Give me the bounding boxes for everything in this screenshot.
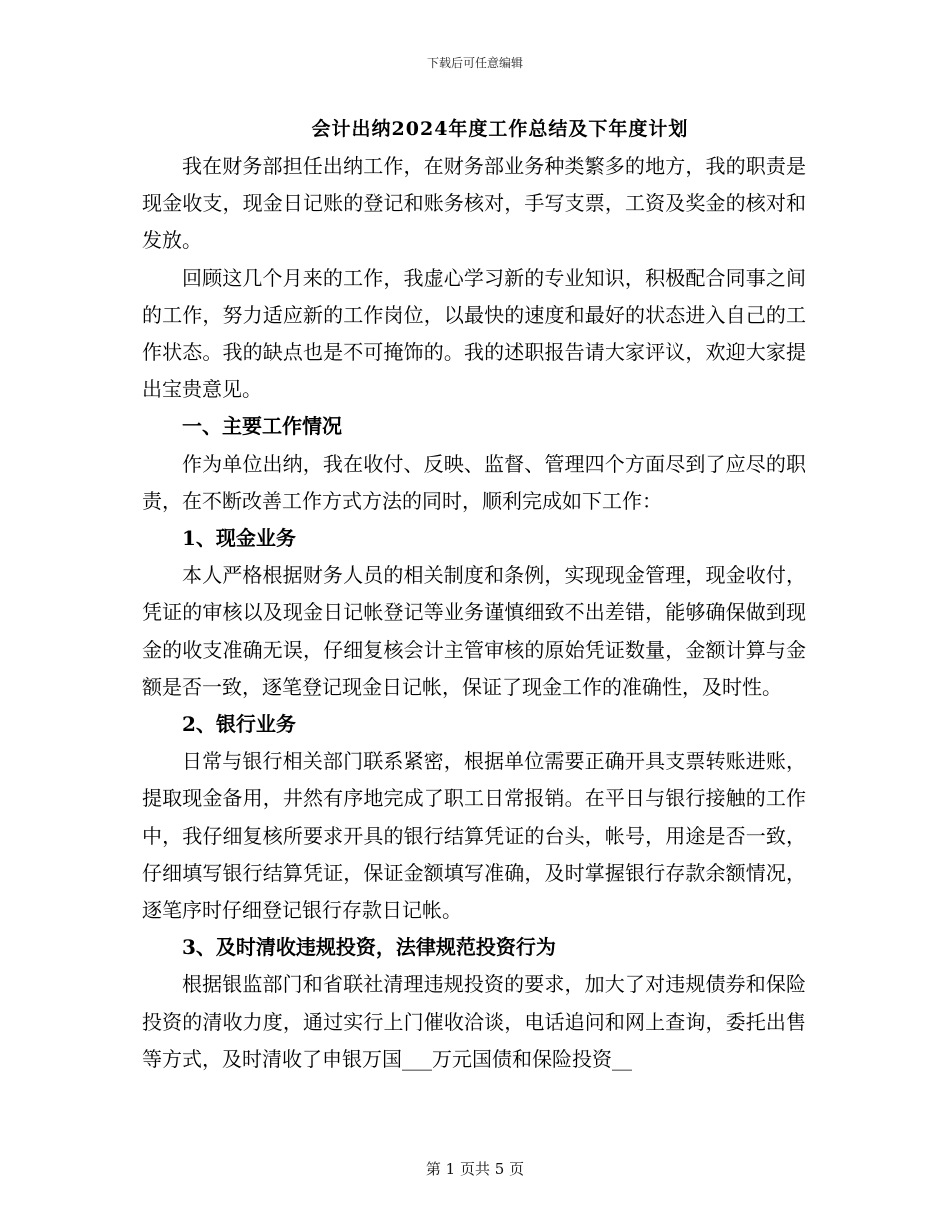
subheading-bank-business: 2、银行业务 xyxy=(182,712,296,737)
paragraph-review: 回顾这几个月来的工作，我虚心学习新的专业知识，积极配合同事之间的工作，努力适应新的工作岗位，以最快的速度和最好的状态进入自己的工作状态。我的缺点也是不可掩饰的。我的述职报告请大家评议，欢迎大家提出宝贵意见。 xyxy=(142,265,806,402)
paragraph-main-work: 作为单位出纳，我在收付、反映、监督、管理四个方面尽到了应尽的职责，在不断改善工作方式方法的同时，顺利完成如下工作： xyxy=(142,451,806,513)
paragraph-bank-business: 日常与银行相关部门联系紧密，根据单位需要正确开具支票转账进账，提取现金备用，井然有序地完成了职工日常报销。在平日与银行接触的工作中，我仔细复核所要求开具的银行结算凭证的台头，帐号，用途是否一致，仔细填写银行结算凭证，保证金额填写准确，及时掌握银行存款余额情况，逐笔序时仔细登记银行存款日记帐。 xyxy=(142,749,806,923)
subheading-investment-recovery: 3、及时清收违规投资，法律规范投资行为 xyxy=(182,935,556,960)
section-heading-main-work: 一、主要工作情况 xyxy=(182,414,342,439)
document-body xyxy=(142,148,806,1078)
paragraph-investment-recovery: 根据银监部门和省联社清理违规投资的要求，加大了对违规债券和保险投资的清收力度，通过实行上门催收洽谈，电话追问和网上查询，委托出售等方式，及时清收了申银万国___万元国债和保险投资__ xyxy=(142,972,806,1071)
paragraph-cash-business: 本人严格根据财务人员的相关制度和条例，实现现金管理，现金收付，凭证的审核以及现金日记帐登记等业务谨慎细致不出差错，能够确保做到现金的收支准确无误，仔细复核会计主管审核的原始凭证数量，金额计算与金额是否一致，逐笔登记现金日记帐，保证了现金工作的准确性，及时性。 xyxy=(142,563,806,699)
document-title: 会计出纳2024年度工作总结及下年度计划 xyxy=(311,118,689,140)
header-note: 下载后可任意编辑 xyxy=(426,56,523,70)
subheading-cash-business: 1、现金业务 xyxy=(182,526,296,551)
page-number: 第 1 页共 5 页 xyxy=(425,1160,525,1178)
paragraph-intro: 我在财务部担任出纳工作，在财务部业务种类繁多的地方，我的职责是现金收支，现金日记账的登记和账务核对，手写支票，工资及奖金的核对和发放。 xyxy=(142,154,806,253)
